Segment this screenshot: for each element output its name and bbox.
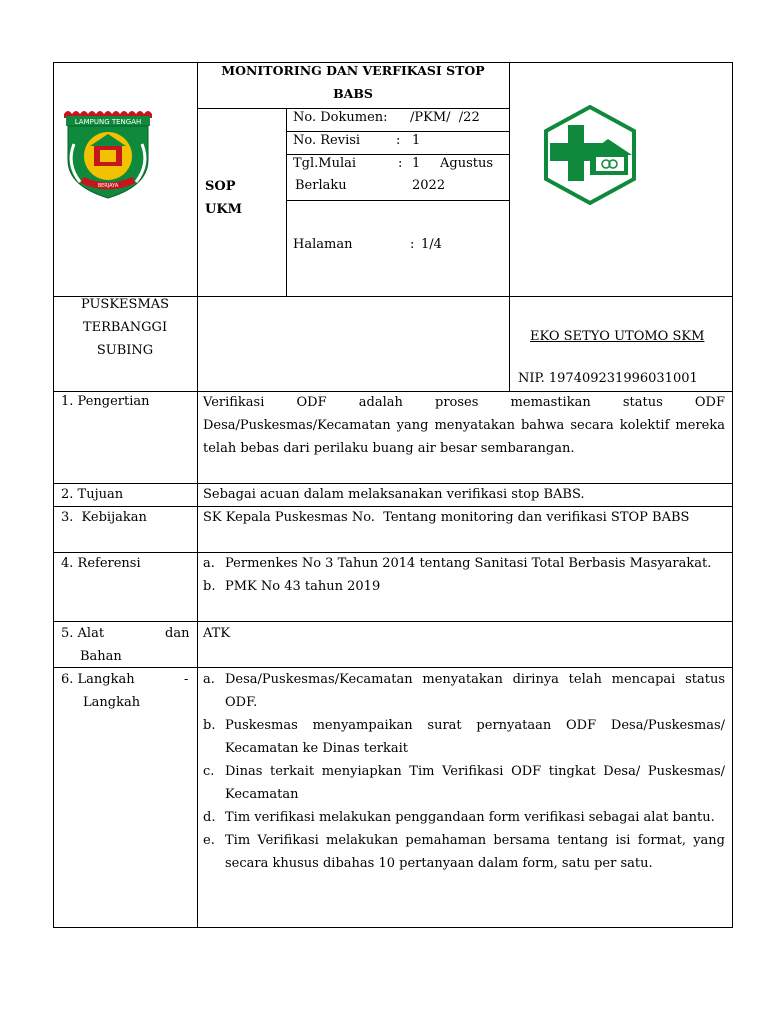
page-separator: :	[410, 237, 415, 252]
institution-line-2: TERBANGGI	[82, 320, 168, 335]
kebijakan-text: SK Kepala Puskesmas No. Tentang monitoring dan verifikasi STOP BABS	[203, 510, 690, 525]
label-tujuan: 2. Tujuan	[61, 487, 124, 502]
label-alat: 5. Alat	[61, 626, 105, 641]
list-item	[203, 806, 725, 829]
referensi-list	[203, 552, 725, 598]
revision-separator: :	[396, 133, 401, 148]
page-value: 1/4	[421, 237, 442, 252]
start-date-label: Tgl.Mulai	[293, 156, 357, 171]
signer-nip: NIP. 197409231996031001	[518, 371, 698, 386]
institution-line-1: PUSKESMAS	[80, 297, 170, 312]
list-text: Permenkes No 3 Tahun 2014 tentang Sanitasi Total Berbasis Masyarakat.	[225, 556, 712, 571]
label-referensi: 4. Referensi	[61, 556, 141, 571]
title-line-1: MONITORING DAN VERFIKASI STOP	[221, 63, 485, 78]
ukm-label: UKM	[205, 202, 243, 217]
list-item	[203, 552, 725, 575]
tujuan-text: Sebagai acuan dalam melaksanakan verifikasi stop BABS.	[203, 487, 585, 502]
logo-title: LAMPUNG TENGAH	[74, 118, 142, 126]
list-marker: e.	[203, 833, 215, 848]
list-text: Tim verifikasi melakukan penggandaan form verifikasi sebagai alat bantu.	[225, 810, 715, 825]
label-langkah-2: Langkah	[83, 695, 141, 710]
logo-motto: BERJAYA	[97, 183, 119, 189]
label-langkah: 6. Langkah	[61, 672, 135, 687]
list-marker: b.	[203, 579, 216, 594]
list-item	[203, 760, 725, 806]
label-pengertian: 1. Pengertian	[61, 394, 150, 409]
effective-year: 2022	[412, 178, 446, 193]
label-alat-dan: dan	[165, 626, 190, 641]
list-marker: d.	[203, 810, 216, 825]
list-marker: a.	[203, 556, 215, 571]
page-label: Halaman	[293, 237, 353, 252]
list-text: Dinas terkait menyiapkan Tim Verifikasi ODF tingkat Desa/ Puskesmas/ Kecamatan	[225, 764, 725, 802]
signer-name: EKO SETYO UTOMO SKM	[530, 329, 705, 344]
document-title	[200, 59, 506, 105]
start-date-separator: :	[398, 156, 403, 171]
effective-label: Berlaku	[295, 178, 347, 193]
list-text: Tim Verifikasi melakukan pemahaman bersama tentang isi format, yang secara khusus dibahas 10 pertanyaan dalam form, satu per satu.	[225, 833, 725, 871]
revision-value: 1	[412, 133, 421, 148]
alat-text: ATK	[203, 626, 231, 641]
revision-label: No. Revisi	[293, 133, 361, 148]
doc-number-label: No. Dokumen:	[293, 110, 388, 125]
doc-number-value: /PKM/ /22	[410, 110, 480, 125]
list-marker: b.	[203, 718, 216, 733]
institution-line-3: SUBING	[96, 343, 154, 358]
list-item	[203, 829, 725, 875]
list-marker: c.	[203, 764, 215, 779]
list-item	[203, 714, 725, 760]
list-item	[203, 668, 725, 714]
langkah-list	[203, 668, 725, 875]
list-item	[203, 575, 725, 598]
start-date-day: 1	[412, 156, 421, 171]
label-langkah-dash: -	[184, 672, 189, 687]
sop-label: SOP	[205, 179, 236, 194]
pengertian-text: Verifikasi ODF adalah proses memastikan status ODF Desa/Puskesmas/Kecamatan yang menyatakan bahwa secara kolektif mereka telah bebas dari perilaku buang air besar sembarangan.	[203, 395, 725, 456]
label-kebijakan: 3. Kebijakan	[61, 510, 147, 525]
lampung-tengah-logo	[60, 104, 156, 200]
puskesmas-logo	[542, 105, 638, 205]
list-text: Puskesmas menyampaikan surat pernyataan ODF Desa/Puskesmas/ Kecamatan ke Dinas terkait	[225, 718, 725, 756]
start-date-month: Agustus	[440, 156, 494, 171]
institution-name	[56, 293, 194, 362]
list-text: Desa/Puskesmas/Kecamatan menyatakan dirinya telah mencapai status ODF.	[225, 672, 725, 710]
list-text: PMK No 43 tahun 2019	[225, 579, 381, 594]
list-marker: a.	[203, 672, 215, 687]
label-bahan: Bahan	[80, 649, 122, 664]
title-line-2: BABS	[333, 86, 373, 101]
